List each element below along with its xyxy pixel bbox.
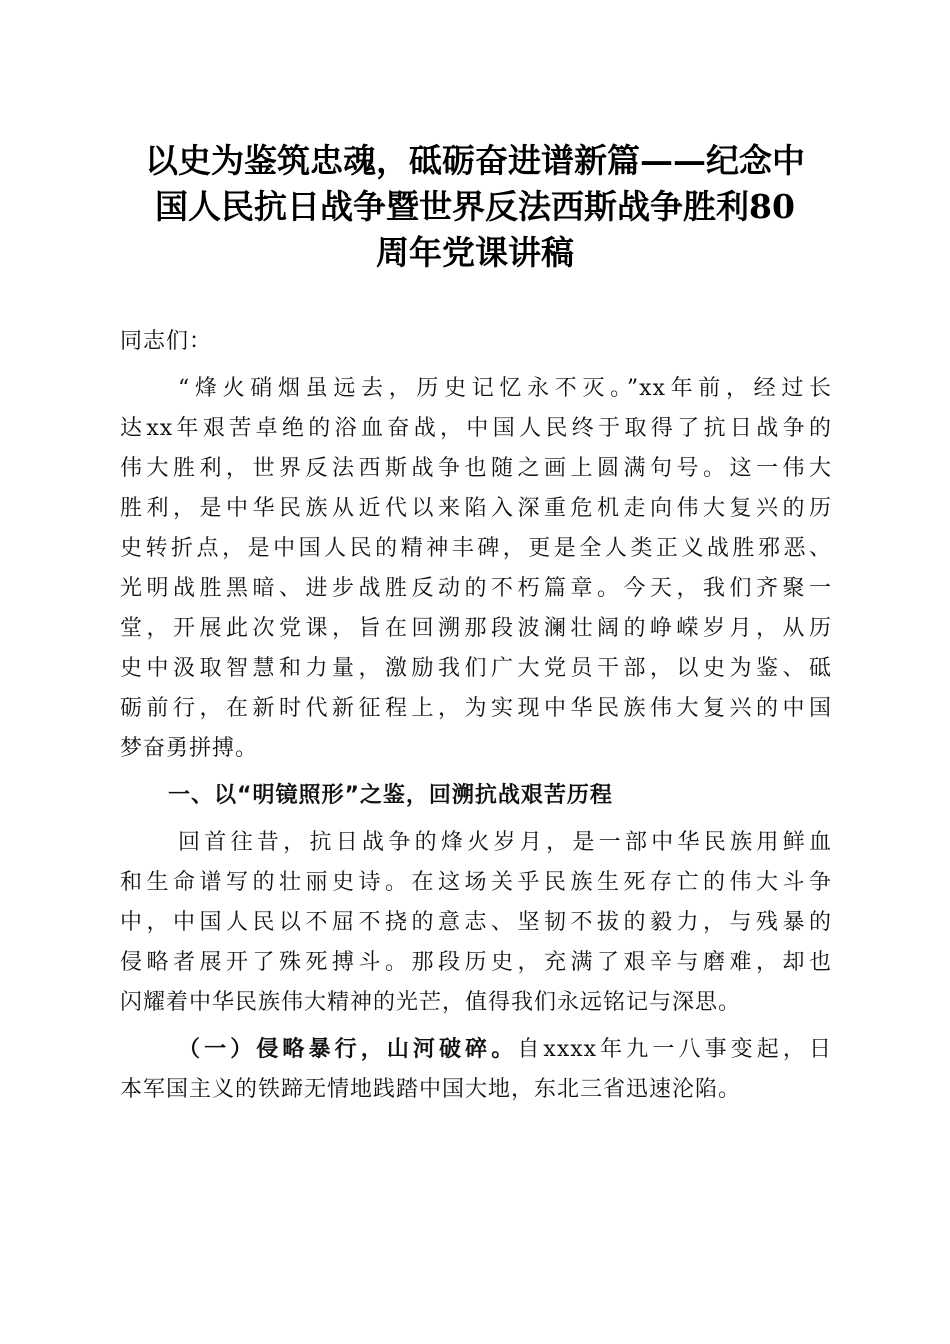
subsection-lead: （一）侵略暴行，山河破碎。 (178, 1037, 518, 1062)
paragraph-line (120, 1030, 832, 1070)
document-title (110, 138, 840, 276)
paragraph-line: 和生命谱写的壮丽史诗。在这场关乎民族生死存亡的伟大斗争 (120, 870, 832, 895)
section-paragraph (120, 823, 832, 1023)
paragraph-line: 梦奋勇拼搏。 (120, 736, 259, 761)
paragraph-line: 闪耀着中华民族伟大精神的光芒，值得我们永远铭记与深思。 (120, 990, 742, 1015)
paragraph-line: 伟大胜利，世界反法西斯战争也随之画上圆满句号。这一伟大 (120, 456, 832, 481)
paragraph-line: 侵略者展开了殊死搏斗。那段历史，充满了艰辛与磨难，却也 (120, 950, 832, 975)
paragraph-line: 砺前行，在新时代新征程上，为实现中华民族伟大复兴的中国 (120, 696, 832, 721)
subsection-text: 自xxxx年九一八事变起，日 (517, 1037, 832, 1062)
title-line: 以史为鉴筑忠魂，砥砺奋进谱新篇——纪念中 (145, 141, 805, 180)
paragraph-line: 史中汲取智慧和力量，激励我们广大党员干部，以史为鉴、砥 (120, 656, 832, 681)
paragraph-line: 本军国主义的铁蹄无情地践踏中国大地，东北三省迅速沦陷。 (120, 1077, 742, 1102)
document-body (120, 322, 832, 1110)
paragraph-line: 回首往昔，抗日战争的烽火岁月，是一部中华民族用鲜血 (178, 830, 832, 855)
paragraph-line: 达xx年艰苦卓绝的浴血奋战，中国人民终于取得了抗日战争的 (120, 416, 832, 441)
title-line: 国人民抗日战争暨世界反法西斯战争胜利80 (155, 187, 795, 226)
paragraph-line: “烽火硝烟虽远去，历史记忆永不灭。”xx年前，经过长 (178, 376, 832, 401)
title-line: 周年党课讲稿 (376, 233, 574, 272)
intro-paragraph (120, 369, 832, 769)
salutation: 同志们： (120, 329, 213, 354)
section-heading: 一、以“明镜照形”之鉴，回溯抗战艰苦历程 (168, 783, 613, 808)
paragraph-line: 胜利，是中华民族从近代以来陷入深重危机走向伟大复兴的历 (120, 496, 832, 521)
paragraph-line: 堂，开展此次党课，旨在回溯那段波澜壮阔的峥嵘岁月，从历 (120, 616, 832, 641)
paragraph-line: 光明战胜黑暗、进步战胜反动的不朽篇章。今天，我们齐聚一 (120, 576, 832, 601)
paragraph-line: 史转折点，是中国人民的精神丰碑，更是全人类正义战胜邪恶、 (120, 536, 832, 561)
paragraph-line: 中，中国人民以不屈不挠的意志、坚韧不拔的毅力，与残暴的 (120, 910, 832, 935)
subsection-paragraph (120, 1030, 832, 1110)
